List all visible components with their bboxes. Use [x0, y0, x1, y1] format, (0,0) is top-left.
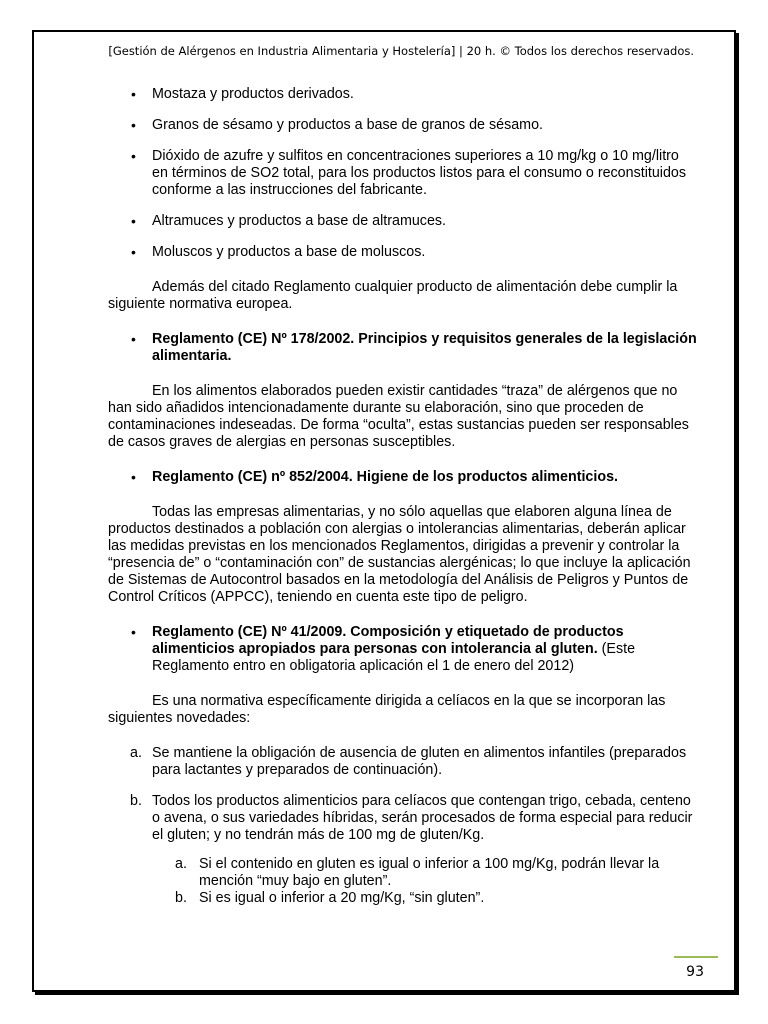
lettered-item — [108, 793, 698, 844]
regulation-title: Reglamento (CE) Nº 41/2009. Composición y etiquetado de productos alimenticios apropiados para personas con intolerancia al gluten. — [152, 624, 624, 657]
bullet-item — [108, 86, 698, 103]
bullet-icon: • — [131, 624, 136, 640]
list-marker: b. — [175, 890, 187, 906]
bullet-icon: • — [131, 148, 136, 164]
bullet-text: Granos de sésamo y productos a base de granos de sésamo. — [152, 117, 544, 133]
bullet-icon: • — [131, 117, 136, 133]
bullet-text: Moluscos y productos a base de moluscos. — [152, 244, 426, 260]
bullet-icon: • — [131, 331, 136, 347]
footer-divider — [674, 956, 718, 958]
list-marker: a. — [130, 745, 142, 761]
running-header: [Gestión de Alérgenos en Industria Alimentaria y Hostelería] | 20 h. © Todos los derechos reservados. — [108, 44, 694, 58]
paragraph-trazas: En los alimentos elaborados pueden existir cantidades “traza” de alérgenos que no han sido añadidos intencionadamente durante su elaboración, sino que proceden de contaminaciones indeseadas. De forma “oculta”, estas sustancias pueden ser responsables de casos graves de alergias en personas susceptibles. — [108, 383, 689, 450]
list-marker: a. — [175, 856, 187, 872]
lettered-text: Se mantiene la obligación de ausencia de gluten en alimentos infantiles (preparados para lactantes y preparados de continuación). — [152, 745, 687, 778]
bullet-text: Dióxido de azufre y sulfitos en concentraciones superiores a 10 mg/kg o 10 mg/litro en términos de SO2 total, para los productos listos para el consumo o reconstituidos conforme a las instrucciones del fabricante. — [152, 148, 687, 198]
regulation-item — [108, 469, 698, 486]
regulation-title: Reglamento (CE) Nº 178/2002. Principios y requisitos generales de la legislación alimentaria. — [152, 331, 697, 364]
bullet-text: Mostaza y productos derivados. — [152, 86, 354, 102]
sub-list-item — [175, 890, 698, 907]
sub-list-item — [175, 856, 698, 890]
sub-list — [108, 856, 698, 907]
bullet-text: Altramuces y productos a base de altramuces. — [152, 213, 447, 229]
regulation-title: Reglamento (CE) nº 852/2004. Higiene de los productos alimenticios. — [152, 469, 619, 485]
bullet-item — [108, 117, 698, 134]
bullet-icon: • — [131, 469, 136, 485]
page-body — [108, 86, 698, 907]
page-number: 93 — [686, 964, 704, 980]
list-marker: b. — [130, 793, 142, 809]
regulation-item — [108, 331, 698, 365]
paragraph-intro: Además del citado Reglamento cualquier producto de alimentación debe cumplir la siguiente normativa europea. — [108, 279, 678, 312]
regulation-item — [108, 624, 698, 675]
bullet-icon: • — [131, 244, 136, 260]
paragraph-celiacos: Es una normativa específicamente dirigida a celíacos en la que se incorporan las siguientes novedades: — [108, 693, 666, 726]
bullet-icon: • — [131, 86, 136, 102]
bullet-item — [108, 244, 698, 261]
sub-item-text: Si el contenido en gluten es igual o inferior a 100 mg/Kg, podrán llevar la mención “muy bajo en gluten”. — [199, 856, 660, 889]
lettered-text: Todos los productos alimenticios para celíacos que contengan trigo, cebada, centeno o avena, o sus variedades híbridas, serán procesados de forma especial para reducir el gluten; y no tendrán más de 100 mg de gluten/Kg. — [152, 793, 693, 843]
sub-item-text: Si es igual o inferior a 20 mg/Kg, “sin gluten”. — [199, 890, 485, 906]
bullet-icon: • — [131, 213, 136, 229]
bullet-item — [108, 213, 698, 230]
bullet-item — [108, 148, 698, 199]
lettered-item — [108, 745, 698, 779]
document-page — [32, 30, 736, 992]
regulation-note: (Este Reglamento entro en obligatoria aplicación el 1 de enero del 2012) — [152, 641, 636, 674]
paragraph-empresas: Todas las empresas alimentarias, y no sólo aquellas que elaboren alguna línea de productos destinados a población con alergias o intolerancias alimentarias, deberán aplicar las medidas previstas en los mencionados Reglamentos, dirigidas a prevenir y controlar la “presencia de” o “contaminación con” de sustancias alergénicas; lo que incluye la aplicación de Sistemas de Autocontrol basados en la metodología del Análisis de Peligros y Puntos de Control Críticos (APPCC), teniendo en cuenta este tipo de peligro. — [108, 504, 691, 605]
